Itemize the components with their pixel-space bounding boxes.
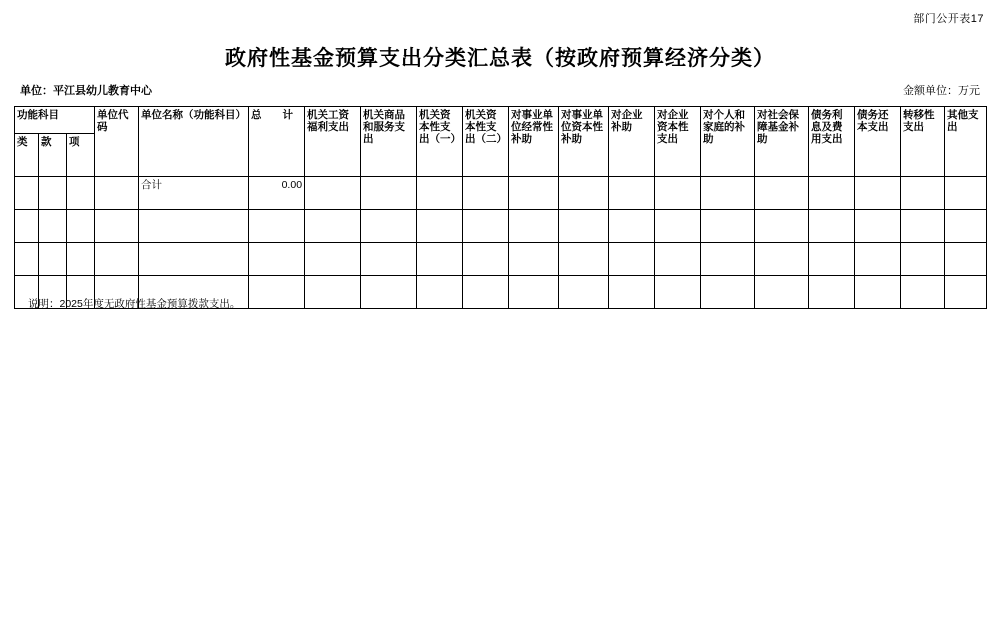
- header-econ-0: 机关工资福利支出: [305, 107, 361, 177]
- cell-econ-3: [463, 243, 509, 276]
- cell-unit-name: [139, 243, 249, 276]
- cell-kuan: [39, 210, 67, 243]
- cell-econ-6: [609, 210, 655, 243]
- cell-econ-11: [855, 276, 901, 309]
- header-econ-12: 转移性支出: [901, 107, 945, 177]
- header-econ-11: 债务还本支出: [855, 107, 901, 177]
- header-econ-2: 机关资本性支出（一）: [417, 107, 463, 177]
- header-function-lei: 类: [15, 134, 39, 177]
- cell-econ-10: [809, 177, 855, 210]
- table-header-row-1: [15, 107, 987, 134]
- cell-econ-10: [809, 243, 855, 276]
- table-row: [15, 243, 987, 276]
- header-econ-6: 对企业补助: [609, 107, 655, 177]
- cell-lei: [15, 243, 39, 276]
- cell-econ-5: [559, 276, 609, 309]
- cell-unit-code: [95, 177, 139, 210]
- cell-econ-11: [855, 243, 901, 276]
- cell-econ-4: [509, 177, 559, 210]
- table-head: [15, 107, 987, 177]
- header-econ-3: 机关资本性支出（二）: [463, 107, 509, 177]
- cell-econ-13: [945, 276, 987, 309]
- cell-xiang: [67, 177, 95, 210]
- header-unit-code: 单位代码: [95, 107, 139, 177]
- cell-econ-0: [305, 276, 361, 309]
- cell-econ-1: [361, 276, 417, 309]
- meta-row: [20, 82, 980, 98]
- cell-kuan: [39, 177, 67, 210]
- amount-unit-label: 金额单位：万元: [903, 85, 980, 97]
- cell-econ-11: [855, 210, 901, 243]
- table-row: [15, 210, 987, 243]
- cell-unit-name: [139, 210, 249, 243]
- cell-econ-2: [417, 276, 463, 309]
- cell-econ-9: [755, 177, 809, 210]
- cell-unit-code: [95, 243, 139, 276]
- cell-econ-8: [701, 276, 755, 309]
- cell-econ-12: [901, 210, 945, 243]
- cell-econ-8: [701, 210, 755, 243]
- cell-xiang: [67, 210, 95, 243]
- cell-econ-13: [945, 177, 987, 210]
- cell-econ-8: [701, 243, 755, 276]
- cell-unit-name: 合计: [139, 177, 249, 210]
- header-function-subject: 功能科目: [15, 107, 95, 134]
- cell-econ-0: [305, 177, 361, 210]
- cell-econ-7: [655, 243, 701, 276]
- cell-xiang: [67, 243, 95, 276]
- header-function-kuan: 款: [39, 134, 67, 177]
- header-total: 总 计: [249, 107, 305, 177]
- cell-econ-12: [901, 243, 945, 276]
- cell-total: [249, 243, 305, 276]
- cell-econ-12: [901, 177, 945, 210]
- cell-econ-1: [361, 210, 417, 243]
- cell-econ-7: [655, 276, 701, 309]
- cell-econ-9: [755, 243, 809, 276]
- cell-econ-13: [945, 243, 987, 276]
- header-econ-9: 对社会保障基金补助: [755, 107, 809, 177]
- header-econ-5: 对事业单位资本性补助: [559, 107, 609, 177]
- cell-econ-5: [559, 210, 609, 243]
- cell-econ-6: [609, 276, 655, 309]
- header-unit-name: 单位名称（功能科目）: [139, 107, 249, 177]
- cell-econ-13: [945, 210, 987, 243]
- table-row: [15, 177, 987, 210]
- cell-econ-1: [361, 243, 417, 276]
- header-econ-8: 对个人和家庭的补助: [701, 107, 755, 177]
- cell-econ-2: [417, 210, 463, 243]
- header-econ-1: 机关商品和服务支出: [361, 107, 417, 177]
- cell-total: 0.00: [249, 177, 305, 210]
- cell-econ-0: [305, 210, 361, 243]
- cell-econ-6: [609, 243, 655, 276]
- cell-econ-9: [755, 210, 809, 243]
- cell-econ-1: [361, 177, 417, 210]
- cell-econ-5: [559, 177, 609, 210]
- cell-econ-8: [701, 177, 755, 210]
- cell-kuan: [39, 243, 67, 276]
- cell-econ-6: [609, 177, 655, 210]
- header-econ-13: 其他支出: [945, 107, 987, 177]
- cell-econ-2: [417, 177, 463, 210]
- cell-econ-4: [509, 210, 559, 243]
- cell-econ-4: [509, 276, 559, 309]
- footnote: 说明：2025年度无政府性基金预算拨款支出。: [28, 298, 241, 310]
- cell-econ-3: [463, 177, 509, 210]
- cell-econ-10: [809, 210, 855, 243]
- budget-table: [14, 106, 987, 309]
- cell-econ-2: [417, 243, 463, 276]
- cell-econ-7: [655, 177, 701, 210]
- cell-econ-4: [509, 243, 559, 276]
- cell-econ-11: [855, 177, 901, 210]
- cell-total: [249, 276, 305, 309]
- table-body: [15, 177, 987, 309]
- form-code-label: 部门公开表17: [913, 13, 984, 25]
- cell-econ-3: [463, 276, 509, 309]
- cell-econ-10: [809, 276, 855, 309]
- cell-total: [249, 210, 305, 243]
- header-function-xiang: 项: [67, 134, 95, 177]
- header-econ-7: 对企业资本性支出: [655, 107, 701, 177]
- cell-unit-code: [95, 210, 139, 243]
- cell-lei: [15, 177, 39, 210]
- header-econ-10: 债务利息及费用支出: [809, 107, 855, 177]
- unit-label: 单位：平江县幼儿教育中心: [20, 85, 152, 97]
- cell-econ-0: [305, 243, 361, 276]
- cell-econ-12: [901, 276, 945, 309]
- cell-econ-3: [463, 210, 509, 243]
- cell-econ-7: [655, 210, 701, 243]
- page-title: 政府性基金预算支出分类汇总表（按政府预算经济分类）: [225, 46, 775, 70]
- budget-table-container: [14, 106, 986, 309]
- cell-econ-5: [559, 243, 609, 276]
- cell-lei: [15, 210, 39, 243]
- header-econ-4: 对事业单位经常性补助: [509, 107, 559, 177]
- cell-econ-9: [755, 276, 809, 309]
